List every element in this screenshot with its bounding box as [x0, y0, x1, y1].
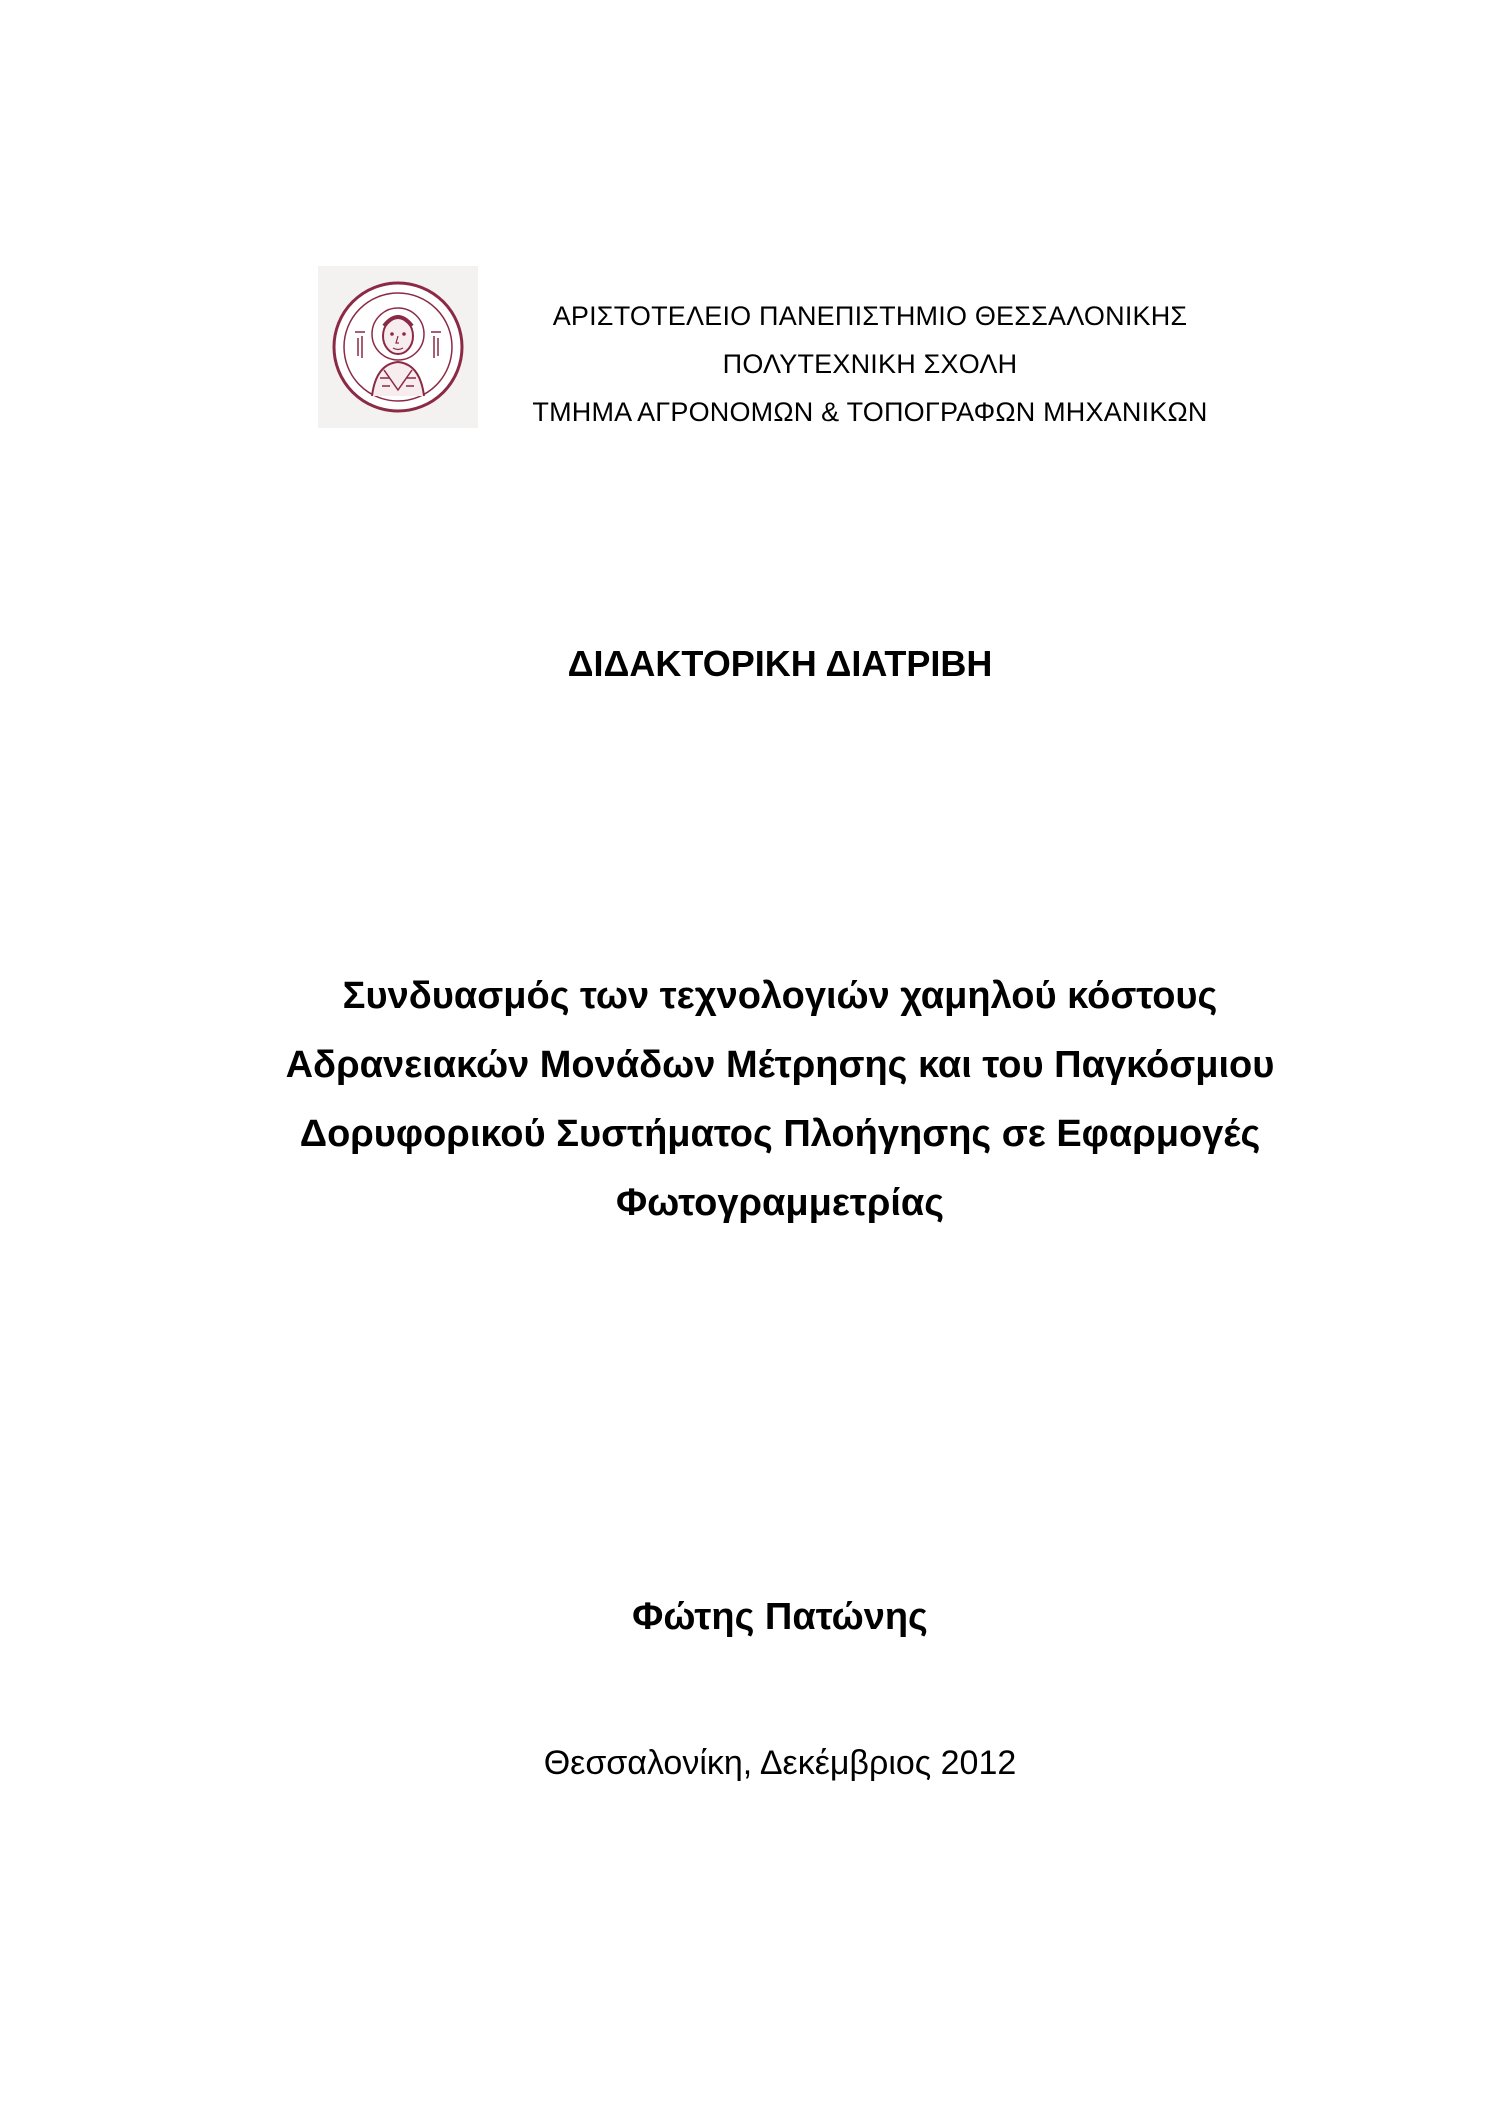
thesis-title: [0, 962, 1489, 1238]
university-seal-icon: [318, 266, 478, 428]
author-name: Φώτης Πατώνης: [632, 1596, 928, 1638]
thesis-title-line: Δορυφορικού Συστήματος Πλοήγησης σε Εφαρμογές: [299, 1113, 1261, 1155]
thesis-title-line: Συνδυασμός των τεχνολογιών χαμηλού κόστους: [342, 975, 1218, 1017]
thesis-title-line: Φωτογραμμετρίας: [615, 1182, 945, 1224]
university-name: ΑΡΙΣΤΟΤΕΛΕΙΟ ΠΑΝΕΠΙΣΤΗΜΙΟ ΘΕΣΣΑΛΟΝΙΚΗΣ: [552, 301, 1188, 331]
school-name: ΠΟΛΥΤΕΧΝΙΚΗ ΣΧΟΛΗ: [722, 349, 1018, 379]
department-name: ΤΜΗΜΑ ΑΓΡΟΝΟΜΩΝ & ΤΟΠΟΓΡΑΦΩΝ ΜΗΧΑΝΙΚΩΝ: [532, 397, 1208, 427]
institution-header: [520, 292, 1220, 436]
place-and-date: Θεσσαλονίκη, Δεκέμβριος 2012: [543, 1744, 1017, 1782]
thesis-title-line: Αδρανειακών Μονάδων Μέτρησης και του Παγκόσμιου: [285, 1044, 1275, 1086]
document-type-heading: ΔΙΔΑΚΤΟΡΙΚΗ ΔΙΑΤΡΙΒΗ: [567, 643, 993, 684]
